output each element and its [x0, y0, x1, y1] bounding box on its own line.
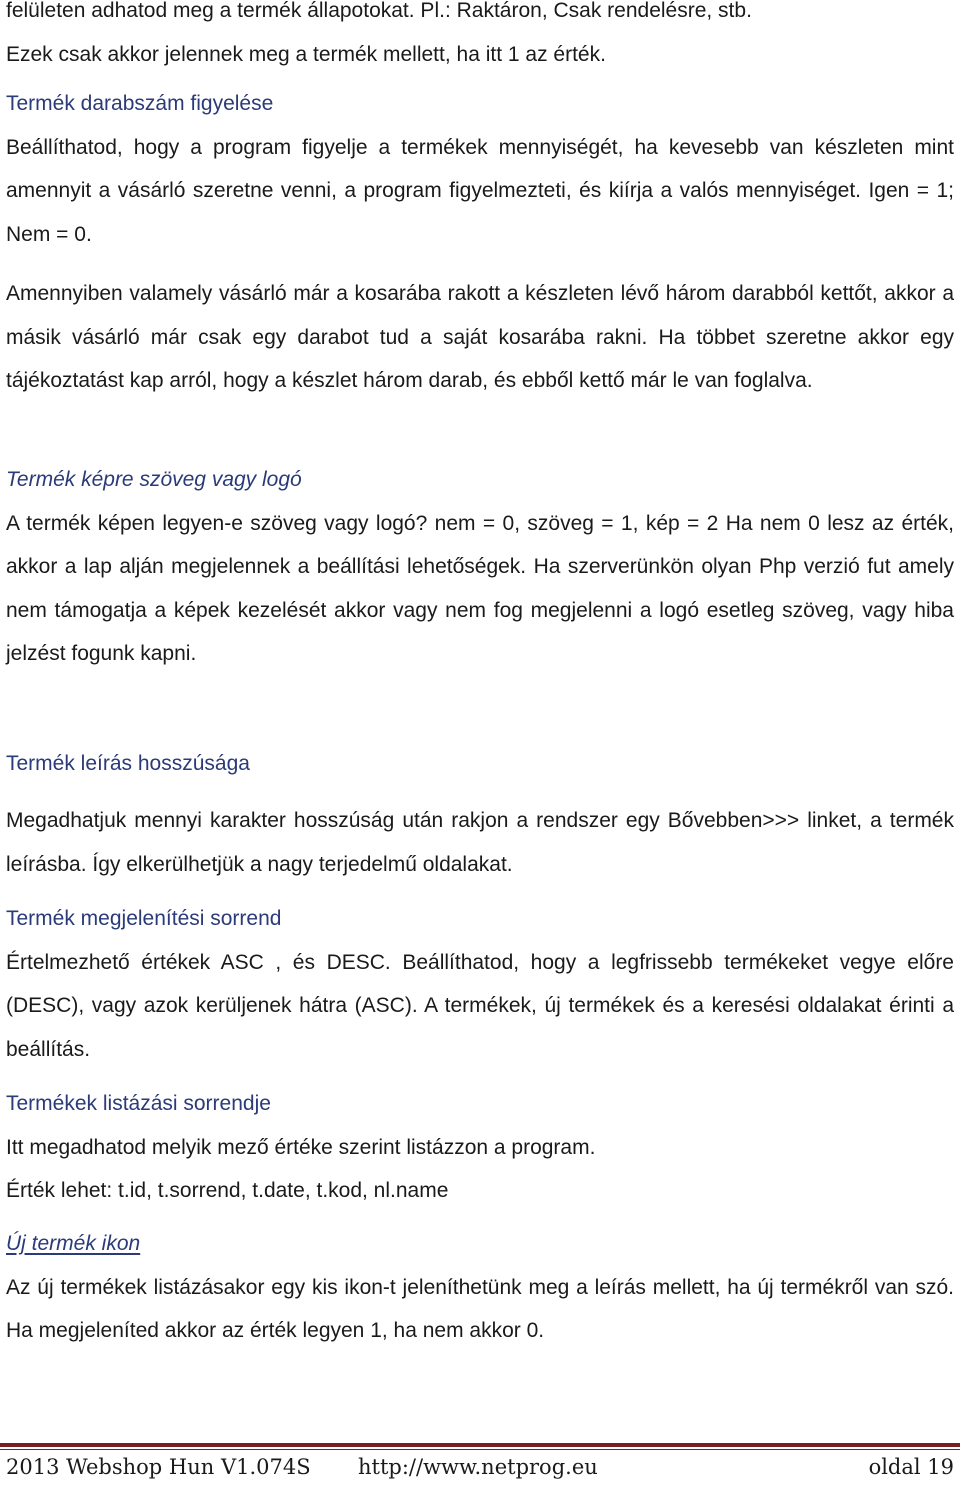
section-body-sorrend: Értelmezhető értékek ASC , és DESC. Beállíthatod, hogy a legfrissebb termékeket vegye előre (DESC), vagy azok kerüljenek hátra (ASC). A termékek, új termékek és a keresési oldalakat érinti a beállítás.	[6, 950, 954, 1061]
section-title-sorrend: Termék megjelenítési sorrend	[6, 907, 282, 930]
intro-line-1: felületen adhatod meg a termék állapotokat. Pl.: Raktáron, Csak rendelésre, stb.	[6, 0, 752, 22]
footer-version: 2013 Webshop Hun V1.074S	[6, 1455, 311, 1479]
section-title-kepre: Termék képre szöveg vagy logó	[6, 468, 302, 491]
section-body-ikon: Az új termékek listázásakor egy kis ikon-t jeleníthetünk meg a leírás mellett, ha új termékről van szó. Ha megjeleníted akkor az érték legyen 1, ha nem akkor 0.	[6, 1275, 954, 1342]
section-body2-darabszam: Amennyiben valamely vásárló már a kosarába rakott a készleten lévő három darabból kettőt, akkor a másik vásárló már csak egy darabot tud a saját kosarába rakni. Ha többet szeretne akkor egy tájékoztatást kap arról, hogy a készlet három darab, és ebből kettő már le van foglalva.	[6, 282, 954, 392]
section-line1-listazasi: Itt megadhatod melyik mező értéke szerint listázzon a program.	[6, 1135, 596, 1159]
section-body-leiras: Megadhatjuk mennyi karakter hosszúság után rakjon a rendszer egy Bővebben>>> linket, a termék leírásba. Így elkerülhetjük a nagy terjedelmű oldalakat.	[6, 809, 954, 876]
section-line2-listazasi: Érték lehet: t.id, t.sorrend, t.date, t.kod, nl.name	[6, 1179, 449, 1202]
footer-rule-thick	[0, 1443, 960, 1447]
section-kepre	[6, 458, 954, 676]
section-ikon	[6, 1222, 954, 1353]
intro-block	[6, 0, 954, 76]
section-body-darabszam: Beállíthatod, hogy a program figyelje a termékek mennyiségét, ha kevesebb van készleten mint amennyit a vásárló szeretne venni, a program figyelmezteti, és kiírja a valós mennyiséget. Igen = 1; Nem = 0.	[6, 135, 954, 246]
intro-line-2: Ezek csak akkor jelennek meg a termék mellett, ha itt 1 az érték.	[6, 42, 606, 66]
section-body-kepre: A termék képen legyen-e szöveg vagy logó? nem = 0, szöveg = 1, kép = 2 Ha nem 0 lesz az érték, akkor a lap alján megjelennek a beállítási lehetőségek. Ha szerverünkön olyan Php verzió fut amely nem támogatja a képek kezelését akkor vagy nem fog megjelenni a logó esetleg szöveg, vagy hiba jelzést fogunk kapni.	[6, 511, 954, 665]
section-title-ikon: Új termék ikon	[6, 1232, 141, 1255]
page-footer	[6, 1455, 954, 1487]
section-leiras	[6, 742, 954, 786]
section-leiras-body-block	[6, 799, 954, 886]
section-listazasi	[6, 1082, 954, 1213]
footer-page-number: oldal 19	[868, 1455, 954, 1479]
section-darabszam	[6, 82, 954, 256]
section-title-darabszam: Termék darabszám figyelése	[6, 92, 274, 115]
footer-rule-thin	[0, 1449, 960, 1450]
footer-url: http://www.netprog.eu	[358, 1455, 598, 1479]
section-title-leiras: Termék leírás hosszúsága	[6, 752, 250, 775]
section-darabszam-extra	[6, 272, 954, 403]
section-sorrend	[6, 897, 954, 1071]
section-title-listazasi: Termékek listázási sorrendje	[6, 1092, 271, 1115]
